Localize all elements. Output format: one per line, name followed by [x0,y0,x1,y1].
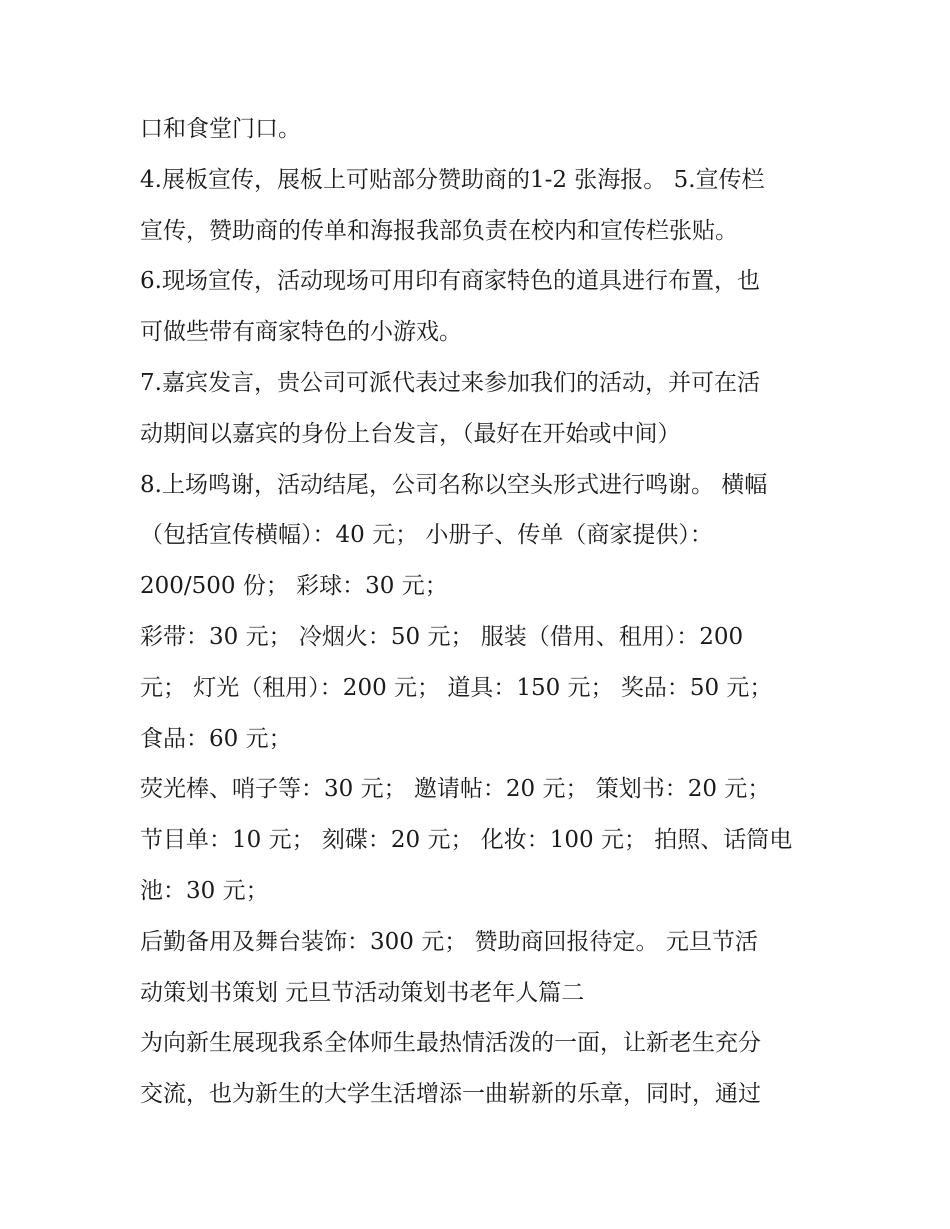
text-line-14: 荧光棒、哨子等：30 元； 邀请帖：20 元； 策划书：20 元； [140,776,771,803]
text-line-4: 6.现场宣传，活动现场可用印有商家特色的道具进行布置，也 [140,268,760,295]
text-line-17: 后勤备用及舞台装饰：300 元； 赞助商回报待定。 元旦节活 [140,928,758,955]
text-line-10: 200/500 份； 彩球：30 元； [140,573,448,600]
text-line-2: 4.展板宣传，展板上可贴部分赞助商的1-2 张海报。 5.宣传栏 [140,166,765,193]
text-line-19: 为向新生展现我系全体师生最热情活泼的一面，让新老生充分 [140,1030,761,1057]
text-line-7: 动期间以嘉宾的身份上台发言，（最好在开始或中间） [140,420,681,447]
text-line-12: 元； 灯光（租用）：200 元； 道具：150 元； 奖品：50 元； [140,674,773,701]
text-line-18: 动策划书策划 元旦节活动策划书老年人篇二 [140,979,585,1006]
text-line-9: （包括宣传横幅）：40 元； 小册子、传单（商家提供）： [140,522,713,549]
text-line-20: 交流，也为新生的大学生活增添一曲崭新的乐章，同时，通过 [140,1081,761,1108]
text-line-3: 宣传，赞助商的传单和海报我部负责在校内和宣传栏张贴。 [140,217,738,244]
text-line-1: 口和食堂门口。 [140,116,301,142]
document-body [140,104,840,1120]
text-line-6: 7.嘉宾发言，贵公司可派代表过来参加我们的活动，并可在活 [140,369,760,396]
text-line-5: 可做些带有商家特色的小游戏。 [140,319,462,346]
text-line-11: 彩带：30 元； 冷烟火：50 元； 服装（借用、租用）：200 [140,623,744,650]
text-line-16: 池：30 元； [140,877,269,904]
text-line-8: 8.上场鸣谢，活动结尾，公司名称以空头形式进行鸣谢。 横幅 [140,471,768,498]
text-line-15: 节目单：10 元； 刻碟：20 元； 化妆：100 元； 拍照、话筒电 [140,827,793,854]
text-line-13: 食品：60 元； [140,725,292,752]
